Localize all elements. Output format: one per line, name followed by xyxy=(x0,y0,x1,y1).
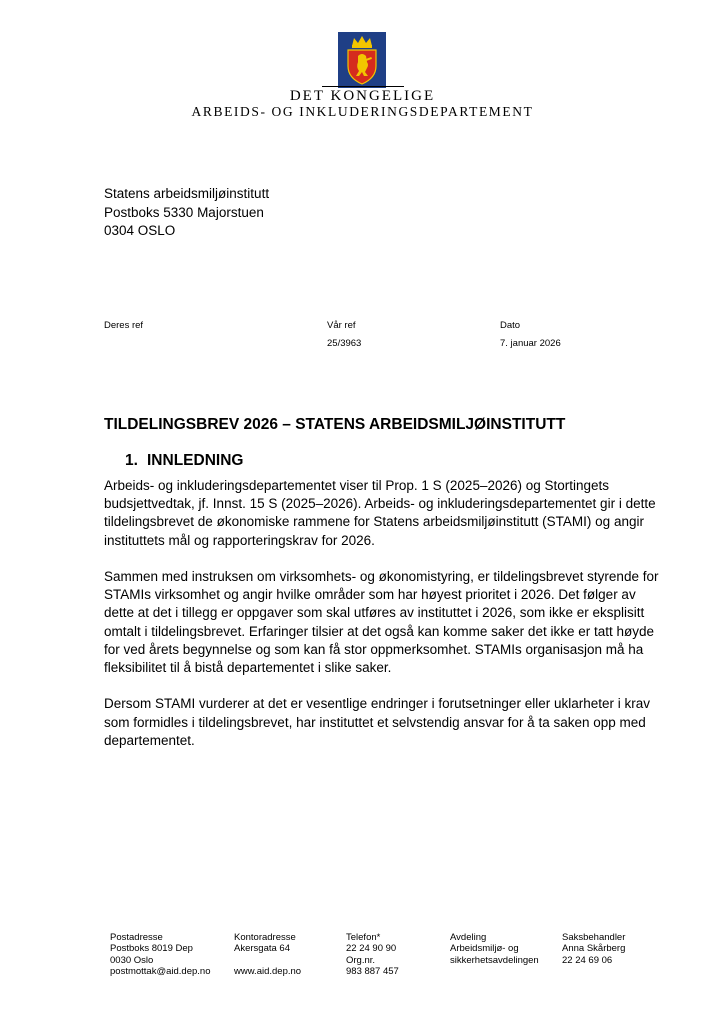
var-ref-value: 25/3963 xyxy=(327,338,362,349)
coat-of-arms-logo xyxy=(338,32,386,88)
footer-heading: Avdeling xyxy=(450,932,487,943)
var-ref-label: Vår ref xyxy=(327,320,356,331)
footer-line: Org.nr. xyxy=(346,954,376,966)
recipient-line: Statens arbeidsmiljøinstitutt xyxy=(104,186,270,201)
recipient-line: Postboks 5330 Majorstuen xyxy=(104,204,264,220)
footer-heading: Saksbehandler xyxy=(562,932,626,943)
footer-email-link[interactable]: postmottak@aid.dep.no xyxy=(110,965,211,977)
footer-heading: Telefon* xyxy=(346,932,381,943)
footer-heading: Kontoradresse xyxy=(234,932,296,943)
footer-line: 22 24 69 06 xyxy=(562,954,613,966)
footer-line xyxy=(234,955,301,966)
footer-column-kontoradresse xyxy=(234,932,301,977)
section-title: INNLEDNING xyxy=(147,452,244,469)
department-name-line1: DET KONGELIGE xyxy=(289,88,436,104)
body-paragraph: Dersom STAMI vurderer at det er vesentlige endringer i forutsetninger eller uklarheter i krav som formidles i tildelingsbrevet, har instituttet et selvstendig ansvar for å ta saken opp med departementet. xyxy=(104,696,650,748)
body-paragraph: Sammen med instruksen om virksomhets- og økonomistyring, er tildelingsbrevet styrende for STAMIs virksomhet og angir hvilke områder som har høyest prioritet i 2026. Det følger av dette at det i tillegg er oppgaver som skal utføres av instituttet i 2026, som ikke er eksplisitt omtalt i tildelingsbrevet. Erfaringer tilsier at det også kan komme saker det ikke er tatt høyde for ved årets begynnelse og som kan få stor oppmerksomhet. STAMIs organisasjon må ha fleksibilitet til å bistå departementet i slike saker. xyxy=(104,569,659,676)
document-body xyxy=(104,477,664,768)
footer-line: 983 887 457 xyxy=(346,965,399,977)
footer-website-link[interactable]: www.aid.dep.no xyxy=(234,965,302,977)
footer-line: Akersgata 64 xyxy=(234,943,290,955)
footer-line: 22 24 90 90 xyxy=(346,943,397,955)
footer-line: Postboks 8019 Dep xyxy=(110,943,193,955)
footer-column-avdeling xyxy=(450,932,539,966)
deres-ref-label: Deres ref xyxy=(104,320,144,331)
footer-column-saksbehandler xyxy=(562,932,625,966)
footer-column-postadresse xyxy=(110,932,210,977)
body-paragraph: Arbeids- og inkluderingsdepartementet viser til Prop. 1 S (2025–2026) og Stortingets budsjettvedtak, jf. Innst. 15 S (2025–2026). Arbeids- og inkluderingsdepartementet gir i dette tildelingsbrevet de økonomiske rammene for Statens arbeidsmiljøinstitutt (STAMI) og angir instituttets mål og rapporteringskrav for 2026. xyxy=(104,478,656,548)
footer-line: Anna Skårberg xyxy=(562,943,626,955)
document-title: TILDELINGSBREV 2026 – STATENS ARBEIDSMILJØINSTITUTT xyxy=(104,416,566,433)
department-name-line2: ARBEIDS- OG INKLUDERINGSDEPARTEMENT xyxy=(191,104,534,119)
footer-column-telefon xyxy=(346,932,399,977)
footer-line: 0030 Oslo xyxy=(110,954,154,966)
footer-heading: Postadresse xyxy=(110,932,163,943)
dato-value: 7. januar 2026 xyxy=(500,338,561,349)
footer-line: Arbeidsmiljø- og xyxy=(450,943,519,955)
recipient-address xyxy=(104,185,269,241)
header-rule xyxy=(322,86,404,87)
section-number: 1. xyxy=(125,452,138,469)
footer-line: sikkerhetsavdelingen xyxy=(450,954,539,966)
recipient-line: 0304 OSLO xyxy=(104,223,176,238)
section-heading xyxy=(125,452,243,470)
dato-label: Dato xyxy=(500,320,521,331)
